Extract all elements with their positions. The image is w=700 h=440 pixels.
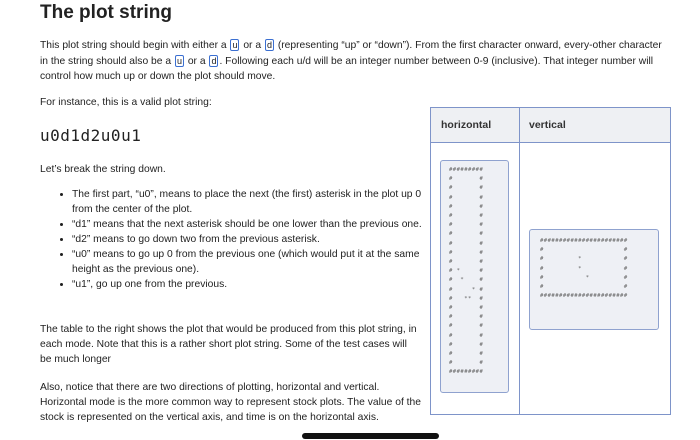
plot-table [430, 107, 671, 415]
list-item: • “u1”, go up one from the previous. [72, 277, 437, 292]
breakdown-text: Let’s break the string down. [40, 164, 166, 175]
page-title: The plot string [40, 2, 172, 23]
directions-note-paragraph: Also, notice that there are two directions of plotting, horizontal and vertical. Horizontal mode is the more common way to represent stock plots. The value of the stock is represented on the vertical axis, and time is on the horizontal axis. [40, 382, 421, 423]
home-indicator [302, 433, 439, 439]
table-header-row [431, 108, 670, 143]
table-note-paragraph: The table to the right shows the plot that would be produced from this plot string, in each mode. Note that this is a rather short plot string. Some of the test cases will be much longer [40, 324, 417, 365]
horizontal-plot: ######### # # # # # # # # # # # # # # # # # # # # # * # # * # # * # # ** # # # # # # # # # # # # # # # ######### [449, 167, 484, 376]
list-item: • “d1” means that the next asterisk should be one lower than the previous one. [72, 217, 437, 232]
list-item: • The first part, “u0”, means to place the next (the first) asterisk in the plot up 0 from the center of the plot. [72, 187, 437, 217]
intro-paragraph [40, 38, 670, 85]
for-instance-text: For instance, this is a valid plot string: [40, 97, 212, 108]
header-vertical: vertical [529, 119, 566, 131]
intro-text-1: This plot string should begin with either a [40, 40, 230, 51]
vertical-plot: ####################### # # # * # # * # # * # # # ####################### [540, 238, 628, 300]
intro-text-2: (representing “up” or “down”). From the first character onward, every-other character in the string should also be a [40, 40, 662, 67]
vertical-plot-box [529, 229, 659, 330]
intro-or-1: or a [240, 40, 264, 51]
u-character-box: u [176, 55, 182, 66]
column-divider [519, 108, 520, 414]
horizontal-plot-box [440, 160, 509, 393]
d-character-box: d [211, 55, 217, 66]
example-plot-string: u0d1d2u0u1 [40, 126, 142, 145]
u-character-box: u [232, 40, 238, 50]
intro-text-3: . Following each u/d will be an integer number between 0-9 (inclusive). That integer number will control how much up or down the plot should move. [40, 55, 654, 82]
list-item: • “d2” means to go down two from the previous asterisk. [72, 232, 437, 247]
header-horizontal: horizontal [441, 119, 492, 131]
breakdown-list [58, 187, 437, 292]
list-item: • “u0” means to go up 0 from the previous one (which would put it at the same height as the previous one). [72, 247, 437, 277]
d-character-box: d [266, 40, 272, 50]
intro-or-2: or a [184, 55, 209, 67]
